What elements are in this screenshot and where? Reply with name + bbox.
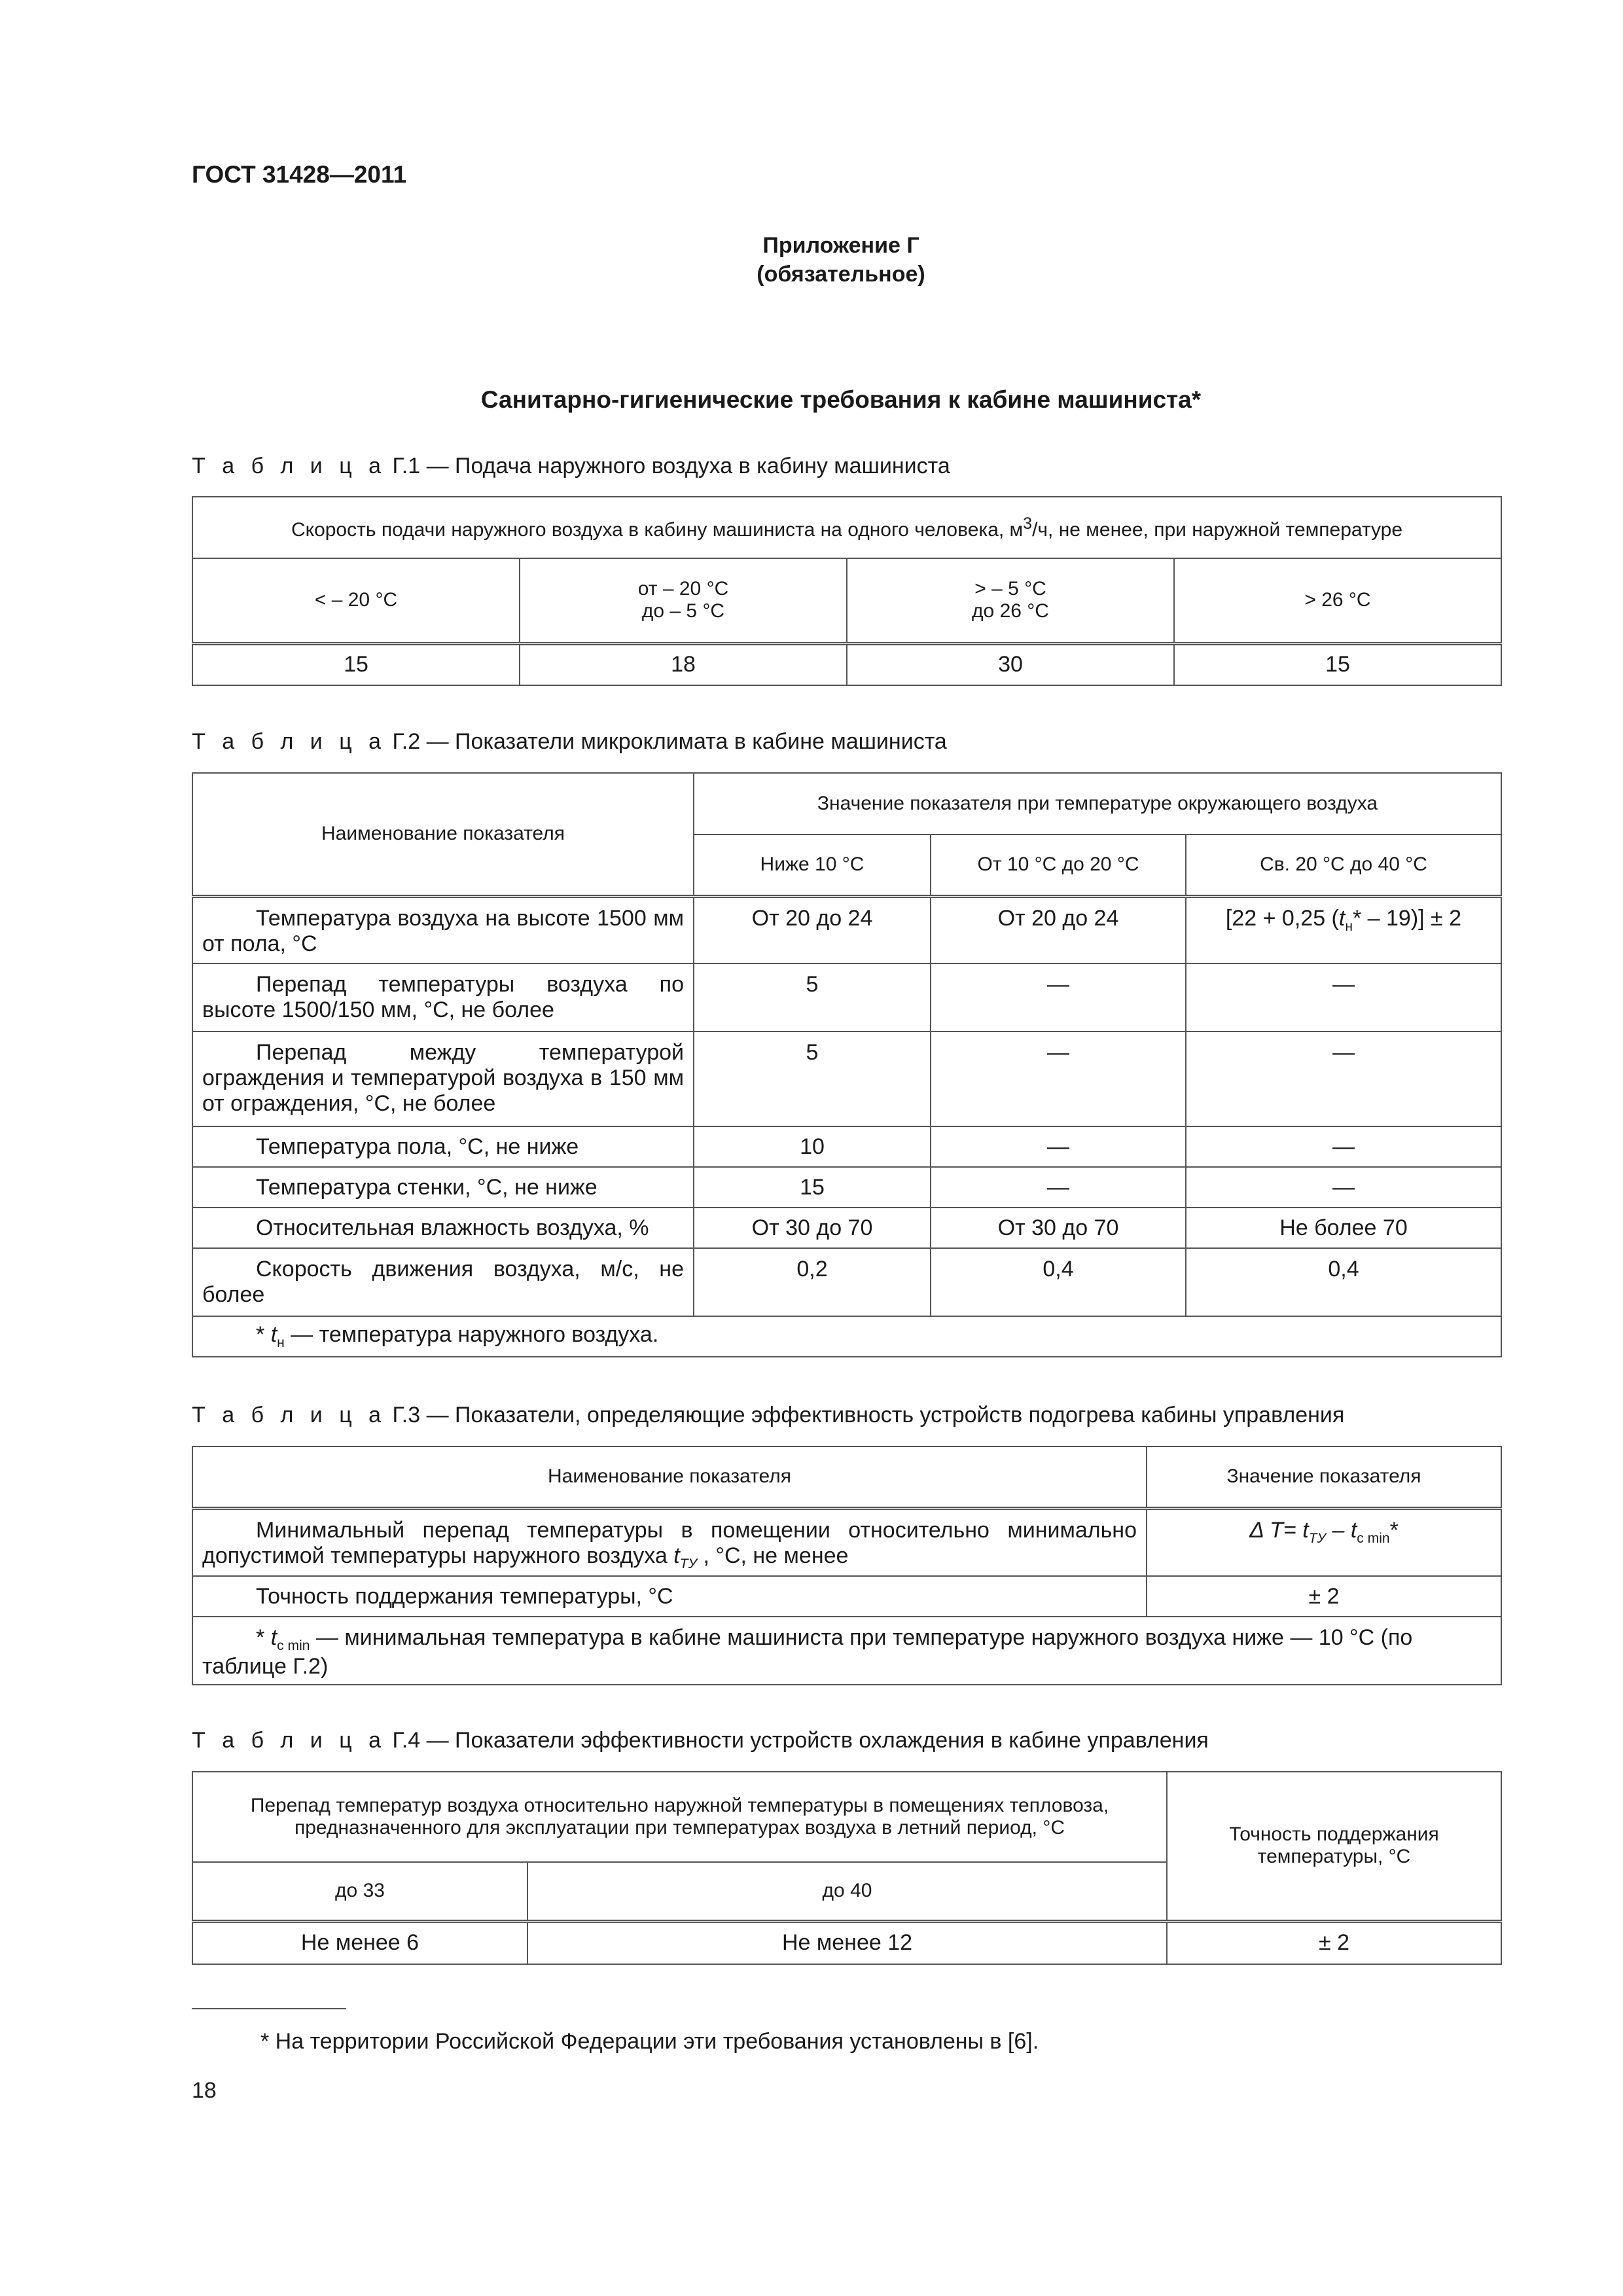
table3 xyxy=(192,1446,1502,1685)
appendix-title: Приложение Г xyxy=(762,233,919,258)
table-cell: 5 xyxy=(694,963,931,1031)
table4-values-row xyxy=(192,1921,1501,1964)
table4-main-header: Перепад температур воздуха относительно наружной температуры в помещениях тепловоза, предназначенного для эксплуатации при температурах воздуха в летний период, °С xyxy=(192,1772,1167,1862)
table-cell: 0,4 xyxy=(931,1248,1186,1316)
table-row xyxy=(192,1167,1501,1208)
formula-cell: Δ $T= t_{ТУ} - t_{c min}*$ xyxy=(1147,1508,1501,1576)
table-row xyxy=(192,1208,1501,1248)
table-cell: 15 xyxy=(1174,643,1501,685)
table1-header: Скорость подачи наружного воздуха в кабину машиниста на одного человека, $м^3/ч$, не менее, при наружной температуре xyxy=(192,497,1501,558)
table1-values-row xyxy=(192,643,1501,685)
table4-accuracy-header: Точность поддержания температуры, °С xyxy=(1167,1772,1501,1921)
table1-col-1: < – 20 °С xyxy=(192,558,520,643)
table4 xyxy=(192,1771,1502,1965)
table2-value-header: Значение показателя при температуре окружающего воздуха xyxy=(694,773,1501,834)
page-number: 18 xyxy=(192,2078,217,2103)
table-word: Т а б л и ц а xyxy=(192,454,387,478)
table1-caption-text: Г.1 — Подача наружного воздуха в кабину машиниста xyxy=(392,454,950,478)
table-row xyxy=(192,1031,1501,1126)
table-cell: 30 xyxy=(847,643,1174,685)
table-cell: ± 2 xyxy=(1147,1576,1501,1617)
table-cell: — xyxy=(931,963,1186,1031)
indicator-name: Температура воздуха на высоте 1500 мм от пола, °С xyxy=(192,896,694,963)
table-cell: 0,2 xyxy=(694,1248,931,1316)
table-cell: — xyxy=(931,1031,1186,1126)
table-cell: 18 xyxy=(520,643,847,685)
indicator-name: Скорость движения воздуха, м/с, не более xyxy=(192,1248,694,1316)
table2-subheader: От 10 °С до 20 °С xyxy=(931,834,1186,896)
table-row xyxy=(192,1576,1501,1617)
table-word: Т а б л и ц а xyxy=(192,1728,387,1753)
table-cell: ± 2 xyxy=(1167,1921,1501,1964)
table-cell: От 20 до 24 xyxy=(694,896,931,963)
table1-caption xyxy=(192,454,950,479)
table2-caption-text: Г.2 — Показатели микроклимата в кабине машиниста xyxy=(392,729,947,754)
table3-caption-text: Г.3 — Показатели, определяющие эффективность устройств подогрева кабины управления xyxy=(392,1403,1345,1427)
table1-columns-row xyxy=(192,558,1501,643)
indicator-name: Температура пола, °С, не ниже xyxy=(192,1126,694,1167)
table-cell: Не менее 12 xyxy=(527,1921,1167,1964)
table4-subheader: до 33 xyxy=(192,1862,527,1921)
table2-header-row xyxy=(192,773,1501,834)
table-cell: 10 xyxy=(694,1126,931,1167)
table-cell: — xyxy=(931,1126,1186,1167)
table-cell: — xyxy=(1186,1126,1501,1167)
table2-note: * $t_н$ — температура наружного воздуха. xyxy=(192,1316,1501,1357)
table1-col-3: > – 5 °С до 26 °С xyxy=(847,558,1174,643)
table1-col-2: от – 20 °С до – 5 °С xyxy=(520,558,847,643)
table-cell: — xyxy=(1186,1167,1501,1208)
table1-header-row xyxy=(192,497,1501,558)
table2-caption xyxy=(192,729,947,755)
table-cell: От 30 до 70 xyxy=(931,1208,1186,1248)
table-cell: От 20 до 24 xyxy=(931,896,1186,963)
footnote-separator xyxy=(192,2008,346,2009)
table3-note: * $t_{c min}$ — минимальная температура в кабине машиниста при температуре наружного воздуха ниже — 10 °С (по таблице Г.2) xyxy=(192,1617,1501,1685)
footnote: * На территории Российской Федерации эти требования установлены в [6]. xyxy=(260,2029,1039,2054)
indicator-name: Перепад температуры воздуха по высоте 1500/150 мм, °С, не более xyxy=(192,963,694,1031)
table-cell: — xyxy=(1186,963,1501,1031)
table-cell: 0,4 xyxy=(1186,1248,1501,1316)
table1 xyxy=(192,496,1502,686)
table3-note-row xyxy=(192,1617,1501,1685)
indicator-name: Точность поддержания температуры, °С xyxy=(192,1576,1147,1617)
table4-caption xyxy=(192,1728,1209,1753)
indicator-name: Минимальный перепад температуры в помещении относительно минимально допустимой температуры наружного воздуха $t_{ТУ}$ , °С, не менее xyxy=(192,1508,1147,1576)
indicator-name: Относительная влажность воздуха, % xyxy=(192,1208,694,1248)
table-row xyxy=(192,1248,1501,1316)
table-cell: — xyxy=(931,1167,1186,1208)
table3-name-header: Наименование показателя xyxy=(192,1446,1147,1508)
indicator-name: Перепад между температурой ограждения и температурой воздуха в 150 мм от ограждения, °С, не более xyxy=(192,1031,694,1126)
document-id: ГОСТ 31428—2011 xyxy=(192,161,407,188)
table-row xyxy=(192,963,1501,1031)
appendix-status: (обязательное) xyxy=(757,262,925,287)
table2-name-header: Наименование показателя xyxy=(192,773,694,896)
table-word: Т а б л и ц а xyxy=(192,729,387,754)
table4-caption-text: Г.4 — Показатели эффективности устройств охлаждения в кабине управления xyxy=(392,1728,1209,1753)
table-row xyxy=(192,1508,1501,1576)
table2-subheader: Ниже 10 °С xyxy=(694,834,931,896)
formula-cell: [22 + 0,25 $(t_н* - 19)] \pm 2$ xyxy=(1186,896,1501,963)
table1-col-4: > 26 °С xyxy=(1174,558,1501,643)
table2-note-row xyxy=(192,1316,1501,1357)
table3-header-row xyxy=(192,1446,1501,1508)
table-row xyxy=(192,896,1501,963)
table-word: Т а б л и ц а xyxy=(192,1403,387,1427)
table2-subheader: Св. 20 °С до 40 °С xyxy=(1186,834,1501,896)
indicator-name: Температура стенки, °С, не ниже xyxy=(192,1167,694,1208)
table3-caption xyxy=(192,1403,1344,1428)
table-cell: От 30 до 70 xyxy=(694,1208,931,1248)
table-cell: Не менее 6 xyxy=(192,1921,527,1964)
table-cell: — xyxy=(1186,1031,1501,1126)
table-row xyxy=(192,1126,1501,1167)
table3-value-header: Значение показателя xyxy=(1147,1446,1501,1508)
table-cell: 5 xyxy=(694,1031,931,1126)
table-cell: 15 xyxy=(192,643,520,685)
table2 xyxy=(192,772,1502,1357)
table4-subheader: до 40 xyxy=(527,1862,1167,1921)
table-cell: Не более 70 xyxy=(1186,1208,1501,1248)
table-cell: 15 xyxy=(694,1167,931,1208)
table4-header-row xyxy=(192,1772,1501,1862)
section-title: Санитарно-гигиенические требования к кабине машиниста* xyxy=(480,386,1202,413)
